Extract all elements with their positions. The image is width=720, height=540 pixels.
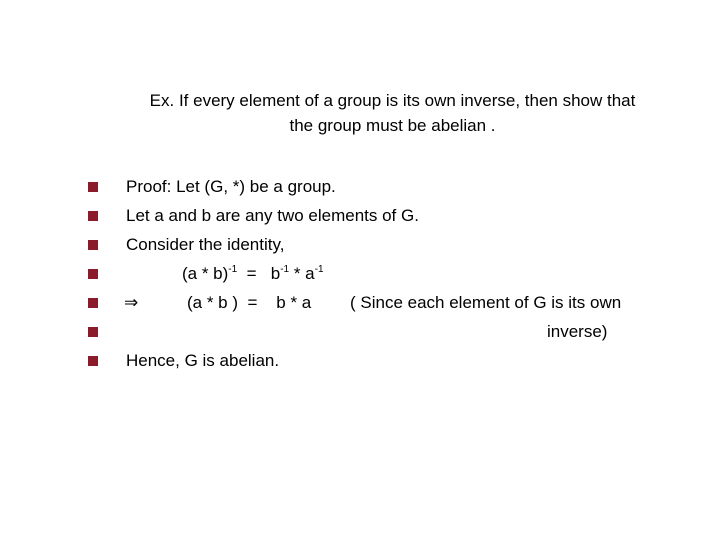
list-item <box>88 201 698 230</box>
square-bullet-icon <box>88 356 98 366</box>
list-item <box>88 259 698 288</box>
equation-part: = b <box>237 264 281 283</box>
square-bullet-icon <box>88 298 98 308</box>
commutative-equation: (a * b ) = b * a <box>187 293 312 312</box>
superscript: -1 <box>228 264 238 275</box>
equation-part: (a * b) <box>182 264 229 283</box>
list-item <box>88 288 698 317</box>
square-bullet-icon <box>88 327 98 337</box>
proof-line: Let a and b are any two elements of G. <box>126 206 419 225</box>
square-bullet-icon <box>88 182 98 192</box>
square-bullet-icon <box>88 269 98 279</box>
justification-note-continued: inverse) <box>547 322 608 341</box>
list-item <box>88 317 698 346</box>
superscript: -1 <box>280 264 290 275</box>
square-bullet-icon <box>88 211 98 221</box>
problem-statement-line-2: the group must be abelian . <box>289 116 496 135</box>
list-item <box>88 172 698 201</box>
justification-note: ( Since each element of G is its own <box>350 293 622 312</box>
square-bullet-icon <box>88 240 98 250</box>
identity-equation <box>182 259 324 288</box>
problem-statement <box>120 88 665 138</box>
proof-line: Proof: Let (G, *) be a group. <box>126 177 336 196</box>
conclusion-line: Hence, G is abelian. <box>126 351 280 370</box>
list-item <box>88 230 698 259</box>
superscript: -1 <box>314 264 324 275</box>
implies-icon: ⇒ <box>124 293 139 312</box>
equation-part: * a <box>289 264 315 283</box>
problem-statement-line-1: Ex. If every element of a group is its own inverse, then show that <box>149 91 636 110</box>
proof-list <box>88 172 698 375</box>
list-item <box>88 346 698 375</box>
proof-line: Consider the identity, <box>126 235 285 254</box>
